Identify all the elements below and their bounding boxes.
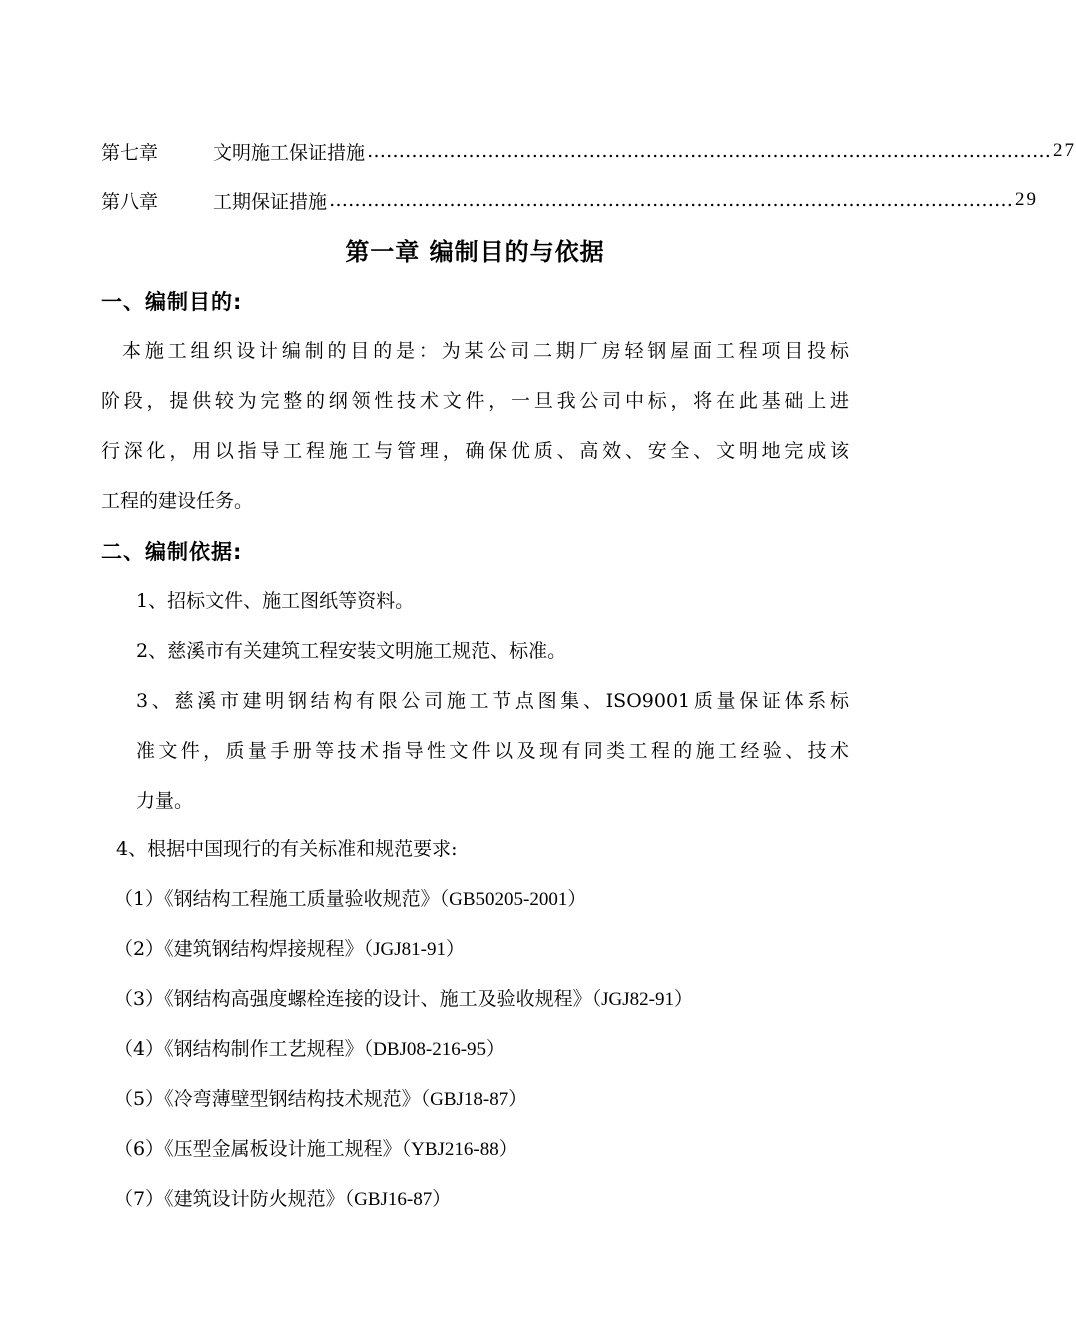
basis-item-3-line: 3、慈溪市建明钢结构有限公司施工节点图集、ISO9001质量保证体系标 <box>136 690 849 712</box>
basis-item-1: 1、招标文件、施工图纸等资料。 <box>136 590 415 612</box>
paragraph-line: 阶段，提供较为完整的纲领性技术文件，一旦我公司中标，将在此基础上进 <box>101 390 849 412</box>
paragraph-line: 本施工组织设计编制的目的是：为某公司二期厂房轻钢屋面工程项目投标 <box>122 340 849 362</box>
standard-name: 《钢结构高强度螺栓连接的设计、施工及验收规程》 <box>164 988 592 1010</box>
standard-item <box>114 934 465 961</box>
toc-title: 文明施工保证措施 <box>213 141 366 164</box>
standard-item <box>114 1034 505 1061</box>
section-heading-purpose: 一、编制目的: <box>101 290 243 314</box>
toc-chapter-label: 第八章 <box>101 190 159 213</box>
standard-number: （4） <box>114 1038 165 1060</box>
basis-item-4: 4、根据中国现行的有关标准和规范要求: <box>116 838 458 860</box>
standard-number: （1） <box>114 888 165 910</box>
standard-name: 《冷弯薄壁型钢结构技术规范》 <box>164 1088 421 1110</box>
chapter-title: 第一章 编制目的与依据 <box>345 238 605 266</box>
section-heading-basis: 二、编制依据: <box>101 540 243 564</box>
basis-item-2: 2、慈溪市有关建筑工程安装文明施工规范、标准。 <box>136 640 567 662</box>
standard-name: 《钢结构制作工艺规程》 <box>164 1038 364 1060</box>
standard-code: （GB50205-2001） <box>439 889 587 910</box>
standard-item <box>114 1134 518 1161</box>
toc-dot-leader: ……………………………………………………………………………………………… <box>367 140 1052 162</box>
toc-dot-leader: ……………………………………………………………………………………………… <box>329 189 1014 211</box>
standard-number: （6） <box>114 1138 165 1160</box>
standard-name: 《压型金属板设计施工规程》 <box>164 1138 402 1160</box>
toc-page-number: 29 <box>1015 189 1039 210</box>
standard-item <box>114 1184 451 1211</box>
standard-code: （GBJ16-87） <box>344 1189 452 1210</box>
standard-code: （YBJ216-88） <box>401 1139 518 1160</box>
standard-name: 《建筑设计防火规范》 <box>164 1188 345 1210</box>
standard-code: （JGJ81-91） <box>363 939 465 960</box>
standard-item <box>114 1084 527 1111</box>
toc-row-chapter-8 <box>101 185 1039 215</box>
standard-item <box>114 884 586 911</box>
standard-name: 《建筑钢结构焊接规程》 <box>164 938 364 960</box>
standard-number: （3） <box>114 988 165 1010</box>
standard-number: （7） <box>114 1188 165 1210</box>
toc-title: 工期保证措施 <box>213 190 328 213</box>
standard-number: （5） <box>114 1088 165 1110</box>
basis-item-3-line: 准文件，质量手册等技术指导性文件以及现有同类工程的施工经验、技术 <box>136 740 849 762</box>
standard-code: （GBJ18-87） <box>420 1089 528 1110</box>
toc-chapter-label: 第七章 <box>101 141 159 164</box>
basis-item-3-line: 力量。 <box>136 790 194 812</box>
standard-code: （DBJ08-216-95） <box>363 1039 506 1060</box>
standard-item <box>114 984 693 1011</box>
standard-number: （2） <box>114 938 165 960</box>
standard-name: 《钢结构工程施工质量验收规范》 <box>164 888 440 910</box>
toc-row-chapter-7 <box>101 136 1076 166</box>
toc-page-number: 27 <box>1053 140 1076 161</box>
standard-code: （JGJ82-91） <box>591 989 693 1010</box>
paragraph-line: 工程的建设任务。 <box>101 490 254 512</box>
paragraph-line: 行深化，用以指导工程施工与管理，确保优质、高效、安全、文明地完成该 <box>101 440 849 462</box>
